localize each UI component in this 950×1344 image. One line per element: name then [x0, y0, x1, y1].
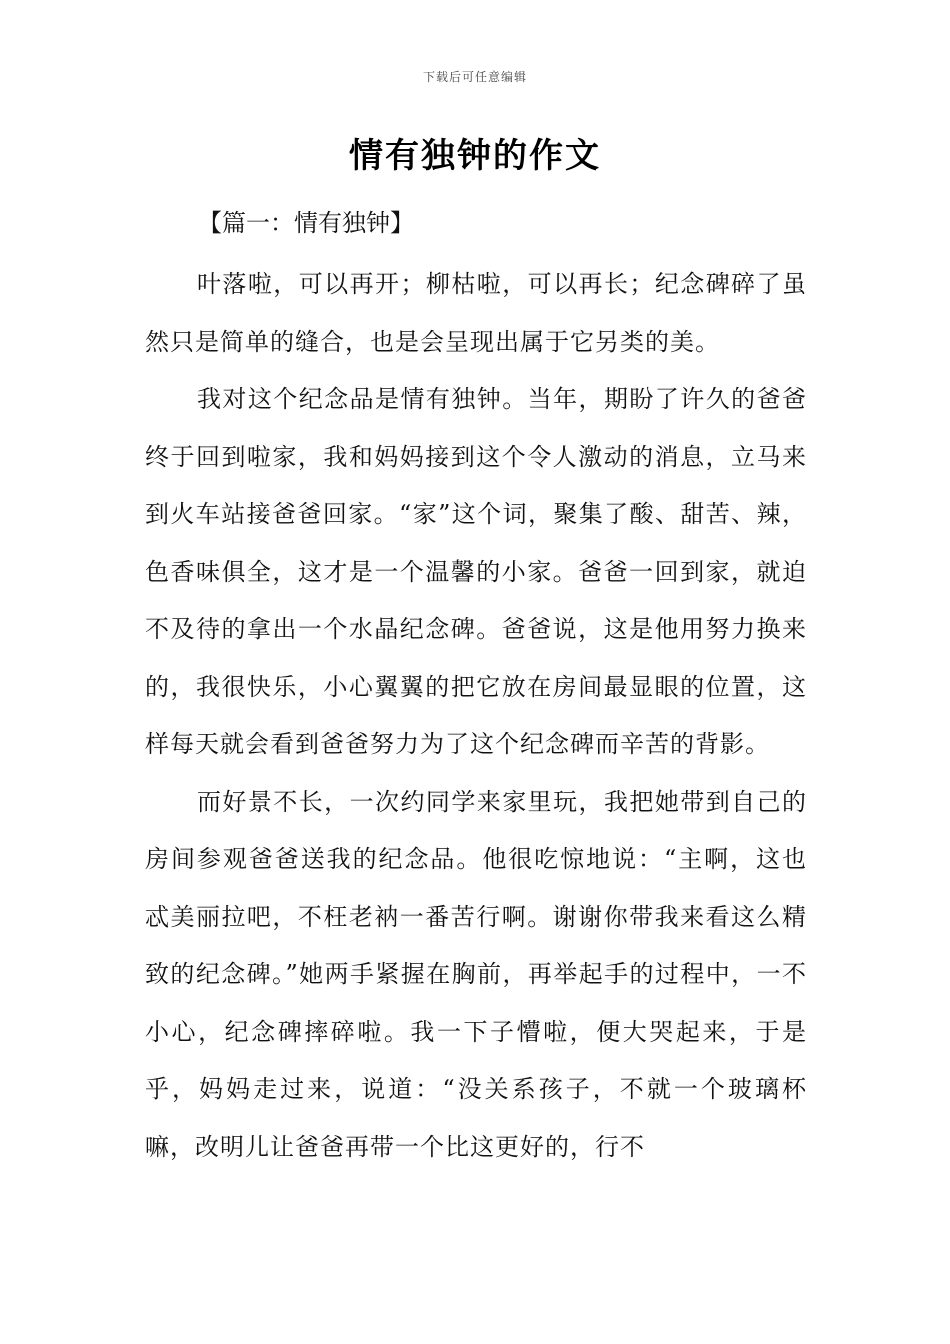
document-title: 情有独钟的作文 [349, 136, 601, 176]
paragraph: 我对这个纪念品是情有独钟。当年，期盼了许久的爸爸终于回到啦家，我和妈妈接到这个令人激动的消息，立马来到火车站接爸爸回家。“家”这个词，聚集了酸、甜苦、辣，色香味俱全，这才是一个温馨的小家。爸爸一回到家，就迫不及待的拿出一个水晶纪念碑。爸爸说，这是他用努力换来的，我很快乐，小心翼翼的把它放在房间最显眼的位置，这样每天就会看到爸爸努力为了这个纪念碑而辛苦的背影。 [145, 385, 807, 758]
section-heading: 【篇一：情有独钟】 [198, 209, 414, 237]
header-note: 下载后可任意编辑 [422, 70, 527, 84]
paragraph: 叶落啦，可以再开；柳枯啦，可以再长；纪念碑碎了虽然只是简单的缝合，也是会呈现出属于它另类的美。 [145, 270, 807, 356]
paragraph: 而好景不长，一次约同学来家里玩，我把她带到自己的房间参观爸爸送我的纪念品。他很吃惊地说：“主啊，这也忒美丽拉吧，不枉老衲一番苦行啊。谢谢你带我来看这么精致的纪念碑。”她两手紧握在胸前，再举起手的过程中，一不小心，纪念碑摔碎啦。我一下子懵啦，便大哭起来，于是乎，妈妈走过来，说道：“没关系孩子，不就一个玻璃杯嘛，改明儿让爸爸再带一个比这更好的，行不 [145, 787, 807, 1161]
body-text [145, 256, 807, 1176]
